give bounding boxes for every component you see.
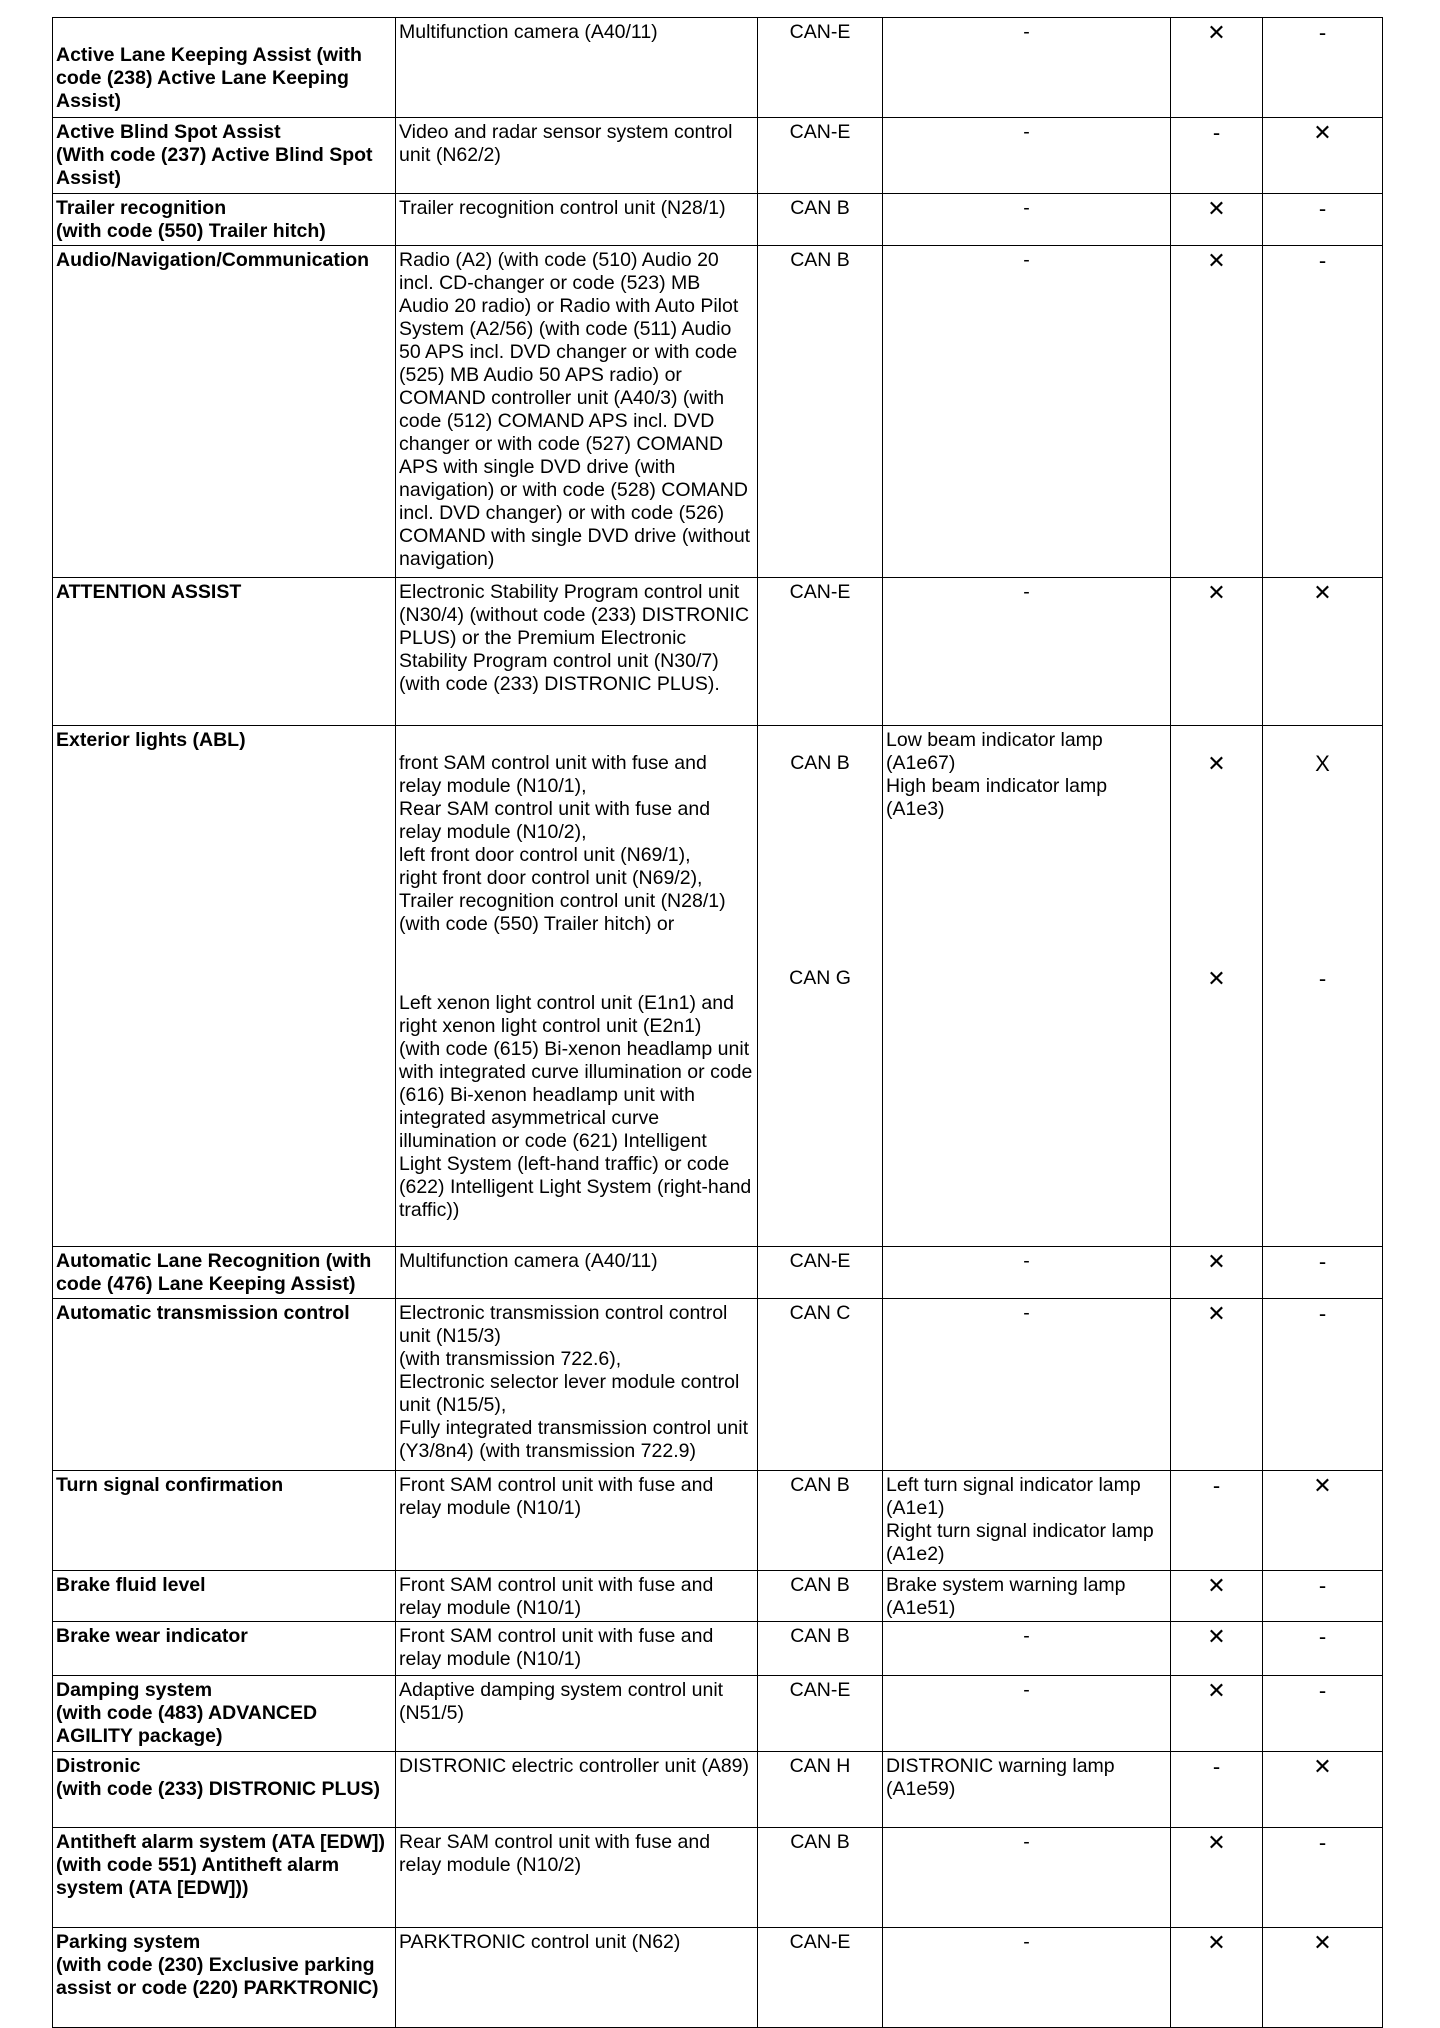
table-row <box>53 1752 1383 1828</box>
mark-cell <box>1171 726 1263 1247</box>
can-bus-value: CAN B <box>790 752 850 774</box>
table-row <box>53 118 1383 194</box>
mark-cell: ✕ <box>1171 1828 1263 1928</box>
table-row <box>53 1928 1383 2028</box>
can-bus-cell: CAN B <box>758 1571 883 1622</box>
indicator-lamp-cell: - <box>883 246 1171 578</box>
table-row <box>53 1622 1383 1676</box>
mark-cell: ✕ <box>1263 1752 1383 1828</box>
component-cell: Radio (A2) (with code (510) Audio 20 incl. CD-changer or code (523) MB Audio 20 radio) or Radio with Auto Pilot System (A2/56) (with code (511) Audio 50 APS incl. DVD changer or with code (525) MB Audio 50 APS radio) or COMAND controller unit (A40/3) (with code (512) COMAND APS incl. DVD changer or with code (527) COMAND APS with single DVD drive (with navigation) or with code (528) COMAND incl. DVD changer) or with code (526) COMAND with single DVD drive (without navigation) <box>396 246 758 578</box>
indicator-lamp-cell: - <box>883 18 1171 118</box>
mark-cell: ✕ <box>1171 578 1263 726</box>
can-bus-cell: CAN-E <box>758 18 883 118</box>
table-row <box>53 1571 1383 1622</box>
mark-cell <box>1263 726 1383 1247</box>
table-row <box>53 194 1383 246</box>
mark-cell: - <box>1263 1571 1383 1622</box>
mark-cell: ✕ <box>1263 578 1383 726</box>
function-cell: Trailer recognition (with code (550) Trailer hitch) <box>53 194 396 246</box>
function-cell: ATTENTION ASSIST <box>53 578 396 726</box>
table-row <box>53 1676 1383 1752</box>
can-bus-value: CAN G <box>789 967 851 989</box>
mark-cell: - <box>1263 1676 1383 1752</box>
function-cell: Damping system (with code (483) ADVANCED AGILITY package) <box>53 1676 396 1752</box>
indicator-lamp-cell: - <box>883 1676 1171 1752</box>
can-bus-cell: CAN C <box>758 1299 883 1471</box>
mark-cell: ✕ <box>1171 1299 1263 1471</box>
mark-cell: - <box>1171 1471 1263 1571</box>
component-cell: Multifunction camera (A40/11) <box>396 1247 758 1299</box>
indicator-lamp-cell: - <box>883 118 1171 194</box>
function-cell: Brake fluid level <box>53 1571 396 1622</box>
indicator-lamp-cell: - <box>883 194 1171 246</box>
can-bus-cell: CAN-E <box>758 1928 883 2028</box>
mark-cell: - <box>1263 1622 1383 1676</box>
indicator-lamp-cell: - <box>883 1622 1171 1676</box>
function-cell: Parking system (with code (230) Exclusive parking assist or code (220) PARKTRONIC) <box>53 1928 396 2028</box>
indicator-lamp-cell: - <box>883 578 1171 726</box>
indicator-lamp-cell: Left turn signal indicator lamp (A1e1) Right turn signal indicator lamp (A1e2) <box>883 1471 1171 1571</box>
table-row <box>53 578 1383 726</box>
table-row <box>53 726 1383 1247</box>
mark-cell: - <box>1263 18 1383 118</box>
mark-cell: - <box>1263 246 1383 578</box>
component-cell: Rear SAM control unit with fuse and relay module (N10/2) <box>396 1828 758 1928</box>
can-bus-cell: CAN B <box>758 1471 883 1571</box>
mark-cell: ✕ <box>1171 1247 1263 1299</box>
mark-cell: ✕ <box>1171 194 1263 246</box>
indicator-lamp-cell: Brake system warning lamp (A1e51) <box>883 1571 1171 1622</box>
mark-value: X <box>1315 751 1330 776</box>
mark-cell: ✕ <box>1263 1928 1383 2028</box>
mark-cell: ✕ <box>1263 1471 1383 1571</box>
mark-cell: - <box>1171 1752 1263 1828</box>
indicator-lamp-cell: DISTRONIC warning lamp (A1e59) <box>883 1752 1171 1828</box>
indicator-lamp-cell: - <box>883 1247 1171 1299</box>
mark-cell: ✕ <box>1171 1622 1263 1676</box>
can-bus-cell: CAN-E <box>758 1247 883 1299</box>
component-cell <box>396 726 758 1247</box>
can-bus-cell: CAN B <box>758 1622 883 1676</box>
component-cell: PARKTRONIC control unit (N62) <box>396 1928 758 2028</box>
mark-cell: ✕ <box>1171 18 1263 118</box>
function-cell: Brake wear indicator <box>53 1622 396 1676</box>
component-cell: DISTRONIC electric controller unit (A89) <box>396 1752 758 1828</box>
function-cell: Active Lane Keeping Assist (with code (238) Active Lane Keeping Assist) <box>53 18 396 118</box>
mark-cell: ✕ <box>1171 1676 1263 1752</box>
mark-cell: - <box>1263 1247 1383 1299</box>
table-row <box>53 18 1383 118</box>
table-row <box>53 1471 1383 1571</box>
function-cell: Automatic transmission control <box>53 1299 396 1471</box>
mark-value: ✕ <box>1207 966 1226 991</box>
function-cell: Audio/Navigation/Communication <box>53 246 396 578</box>
function-cell: Automatic Lane Recognition (with code (476) Lane Keeping Assist) <box>53 1247 396 1299</box>
component-cell: Front SAM control unit with fuse and relay module (N10/1) <box>396 1471 758 1571</box>
component-cell: Front SAM control unit with fuse and relay module (N10/1) <box>396 1571 758 1622</box>
component-cell: Electronic Stability Program control unit (N30/4) (without code (233) DISTRONIC PLUS) or the Premium Electronic Stability Program control unit (N30/7) (with code (233) DISTRONIC PLUS). <box>396 578 758 726</box>
indicator-lamp-cell: - <box>883 1299 1171 1471</box>
function-cell: Exterior lights (ABL) <box>53 726 396 1247</box>
table-row <box>53 1247 1383 1299</box>
function-cell: Active Blind Spot Assist (With code (237) Active Blind Spot Assist) <box>53 118 396 194</box>
mark-cell: ✕ <box>1171 1571 1263 1622</box>
mark-cell: - <box>1263 1299 1383 1471</box>
mark-cell: - <box>1263 1828 1383 1928</box>
can-bus-cell: CAN H <box>758 1752 883 1828</box>
mark-cell: - <box>1263 194 1383 246</box>
mark-cell: - <box>1171 118 1263 194</box>
mark-value: ✕ <box>1207 751 1226 776</box>
table-row <box>53 1299 1383 1471</box>
indicator-lamp-cell: - <box>883 1928 1171 2028</box>
can-bus-cell: CAN-E <box>758 1676 883 1752</box>
component-cell: Trailer recognition control unit (N28/1) <box>396 194 758 246</box>
component-cell: Multifunction camera (A40/11) <box>396 18 758 118</box>
component-cell: Electronic transmission control control unit (N15/3) (with transmission 722.6), Electronic selector lever module control unit (N15/5), Fully integrated transmission control unit (Y3/8n4) (with transmission 722.9) <box>396 1299 758 1471</box>
table-row <box>53 1828 1383 1928</box>
mark-cell: ✕ <box>1171 246 1263 578</box>
component-cell: Front SAM control unit with fuse and relay module (N10/1) <box>396 1622 758 1676</box>
indicator-lamp-cell: - <box>883 1828 1171 1928</box>
mark-cell: ✕ <box>1263 118 1383 194</box>
mark-cell: ✕ <box>1171 1928 1263 2028</box>
component-cell: Adaptive damping system control unit (N51/5) <box>396 1676 758 1752</box>
component-cell: Video and radar sensor system control unit (N62/2) <box>396 118 758 194</box>
can-bus-cell: CAN B <box>758 1828 883 1928</box>
component-block: Left xenon light control unit (E1n1) and right xenon light control unit (E2n1) (with code (615) Bi-xenon headlamp unit with integrated curve illumination or code (616) Bi-xenon headlamp unit with integrated asymmetrical curve illumination or code (621) Intelligent Light System (left-hand traffic) or code (622) Intelligent Light System (right-hand traffic)) <box>399 992 753 1221</box>
indicator-lamp-cell: Low beam indicator lamp (A1e67) High beam indicator lamp (A1e3) <box>883 726 1171 1247</box>
system-function-table <box>52 17 1383 2028</box>
can-bus-cell: CAN-E <box>758 118 883 194</box>
table-row <box>53 246 1383 578</box>
can-bus-cell <box>758 726 883 1247</box>
can-bus-cell: CAN B <box>758 194 883 246</box>
component-block: front SAM control unit with fuse and relay module (N10/1), Rear SAM control unit with fuse and relay module (N10/2), left front door control unit (N69/1), right front door control unit (N69/2), Trailer recognition control unit (N28/1) (with code (550) Trailer hitch) or <box>399 752 726 935</box>
can-bus-cell: CAN-E <box>758 578 883 726</box>
function-cell: Turn signal confirmation <box>53 1471 396 1571</box>
mark-value: - <box>1318 966 1327 991</box>
can-bus-cell: CAN B <box>758 246 883 578</box>
function-cell: Antitheft alarm system (ATA [EDW]) (with code 551) Antitheft alarm system (ATA [EDW])) <box>53 1828 396 1928</box>
function-cell: Distronic (with code (233) DISTRONIC PLUS) <box>53 1752 396 1828</box>
